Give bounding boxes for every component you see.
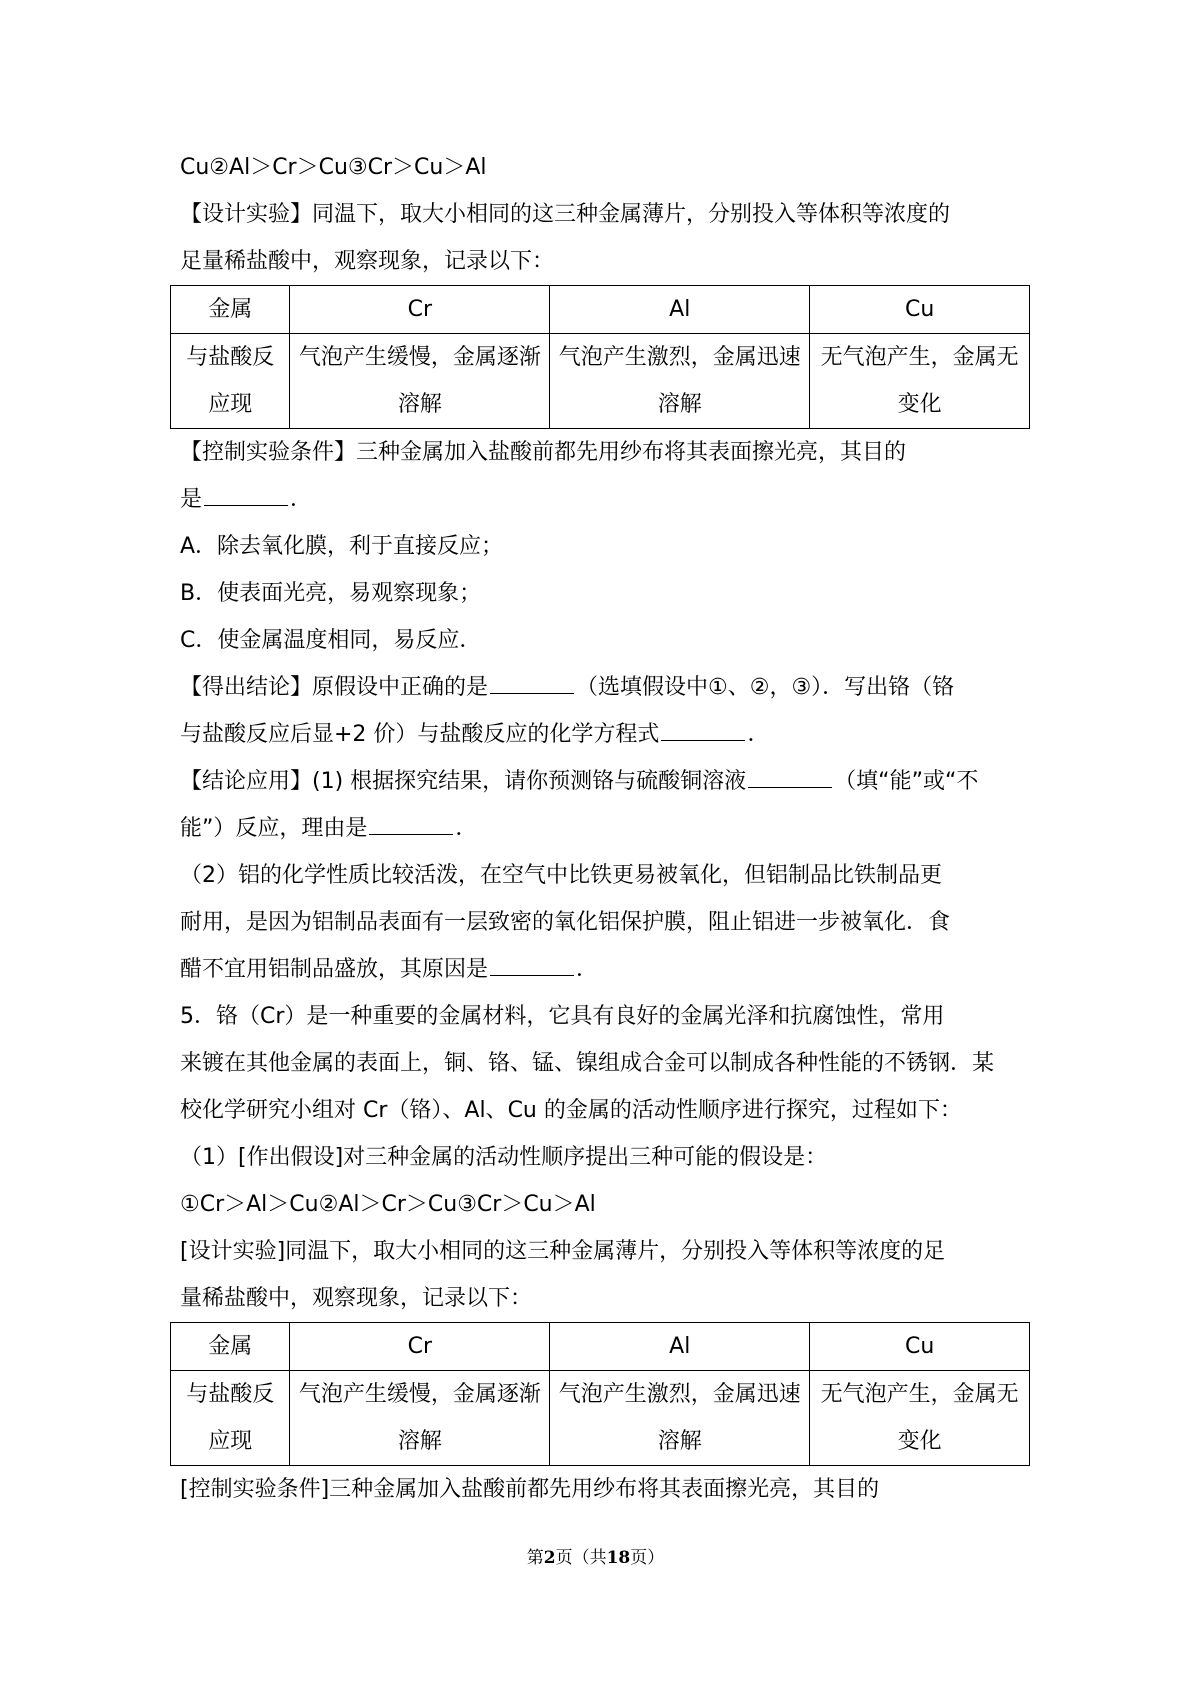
text-line — [180, 758, 1030, 805]
table-cell: Al — [550, 1323, 810, 1371]
text-fragment: 【得出结论】原假设中正确的是 — [180, 675, 489, 700]
text-line — [180, 946, 1030, 993]
text-fragment: 【结论应用】(1) 根据探究结果，请你预测铬与硫酸铜溶液 — [180, 769, 747, 794]
table-cell: Cu — [810, 1323, 1030, 1371]
footer-text: 第 — [526, 1548, 544, 1568]
text-line: 5．铬（Cr）是一种重要的金属材料，它具有良好的金属光泽和抗腐蚀性，常用 — [180, 1004, 945, 1029]
table-cell: 无气泡产生，金属无变化 — [810, 334, 1030, 429]
answer-blank — [661, 712, 745, 741]
answer-blank — [748, 759, 832, 788]
answer-blank — [369, 806, 453, 835]
text-line: [控制实验条件]三种金属加入盐酸前都先用纱布将其表面擦光亮，其目的 — [180, 1477, 880, 1502]
text-fragment: 是 — [180, 487, 203, 512]
text-line: 【控制实验条件】三种金属加入盐酸前都先用纱布将其表面擦光亮，其目的 — [180, 440, 907, 465]
table-header-row — [171, 1323, 1030, 1371]
text-line: 足量稀盐酸中，观察现象，记录以下： — [180, 249, 555, 274]
answer-blank — [490, 947, 574, 976]
text-line: （1）[作出假设]对三种金属的活动性顺序提出三种可能的假设是： — [180, 1145, 828, 1170]
text-line — [180, 805, 1030, 852]
table-cell: Cr — [290, 286, 550, 334]
total-pages: 18 — [606, 1548, 631, 1568]
experiment-table-2 — [170, 1322, 1030, 1466]
text-fragment: （填“能”或“不 — [834, 769, 979, 794]
table-cell: Al — [550, 286, 810, 334]
table-cell: Cu — [810, 286, 1030, 334]
text-line: 来镀在其他金属的表面上，铜、铬、锰、镍组成合金可以制成各种性能的不锈钢．某 — [180, 1051, 995, 1076]
text-fragment: ． — [747, 722, 770, 747]
table-cell: 气泡产生激烈，金属迅速溶解 — [550, 1371, 810, 1466]
text-line — [180, 476, 1030, 523]
page-footer — [0, 1543, 1191, 1568]
text-fragment: 醋不宜用铝制品盛放，其原因是 — [180, 957, 489, 982]
table-cell: 气泡产生激烈，金属迅速溶解 — [550, 334, 810, 429]
text-line: 【设计实验】同温下，取大小相同的这三种金属薄片，分别投入等体积等浓度的 — [180, 202, 951, 227]
answer-blank — [204, 477, 288, 506]
answer-blank — [490, 665, 574, 694]
text-line: Cu②Al＞Cr＞Cu③Cr＞Cu＞Al — [180, 155, 487, 180]
text-fragment: 与盐酸反应后显+2 价）与盐酸反应的化学方程式 — [180, 722, 660, 747]
text-line: 量稀盐酸中，观察现象，记录以下： — [180, 1286, 533, 1311]
table-cell: 气泡产生缓慢，金属逐渐溶解 — [290, 1371, 550, 1466]
table-cell: 气泡产生缓慢，金属逐渐溶解 — [290, 334, 550, 429]
footer-text: 页（共 — [555, 1548, 607, 1568]
text-fragment: 能”）反应，理由是 — [180, 816, 368, 841]
page-content — [180, 144, 1030, 1513]
text-line — [180, 711, 1030, 758]
text-fragment: （选填假设中①、②，③）．写出铬（铬 — [576, 675, 955, 700]
text-line — [180, 664, 1030, 711]
table-cell: 金属 — [171, 1323, 290, 1371]
table-cell: 金属 — [171, 286, 290, 334]
table-cell: 与盐酸反应现 — [171, 334, 290, 429]
table-row — [171, 334, 1030, 429]
option-b: B．使表面光亮，易观察现象； — [180, 581, 482, 606]
table-cell: Cr — [290, 1323, 550, 1371]
table-row — [171, 1371, 1030, 1466]
table-header-row — [171, 286, 1030, 334]
experiment-table-1 — [170, 285, 1030, 429]
footer-text: 页） — [630, 1548, 665, 1568]
table-cell: 与盐酸反应现 — [171, 1371, 290, 1466]
text-line: [设计实验]同温下，取大小相同的这三种金属薄片，分别投入等体积等浓度的足 — [180, 1239, 946, 1264]
text-fragment: ． — [290, 487, 313, 512]
text-fragment: ． — [576, 957, 599, 982]
table-cell: 无气泡产生，金属无变化 — [810, 1371, 1030, 1466]
page-number: 2 — [543, 1548, 556, 1568]
text-line: 校化学研究小组对 Cr（铬）、Al、Cu 的金属的活动性顺序进行探究，过程如下： — [180, 1098, 962, 1123]
option-a: A．除去氧化膜，利于直接反应； — [180, 534, 504, 559]
text-line: （2）铝的化学性质比较活泼，在空气中比铁更易被氧化，但铝制品比铁制品更 — [180, 863, 942, 888]
option-c: C．使金属温度相同，易反应． — [180, 628, 482, 653]
text-line: ①Cr＞Al＞Cu②Al＞Cr＞Cu③Cr＞Cu＞Al — [180, 1192, 596, 1217]
text-fragment: ． — [455, 816, 478, 841]
text-line: 耐用，是因为铝制品表面有一层致密的氧化铝保护膜，阻止铝进一步被氧化．食 — [180, 910, 951, 935]
